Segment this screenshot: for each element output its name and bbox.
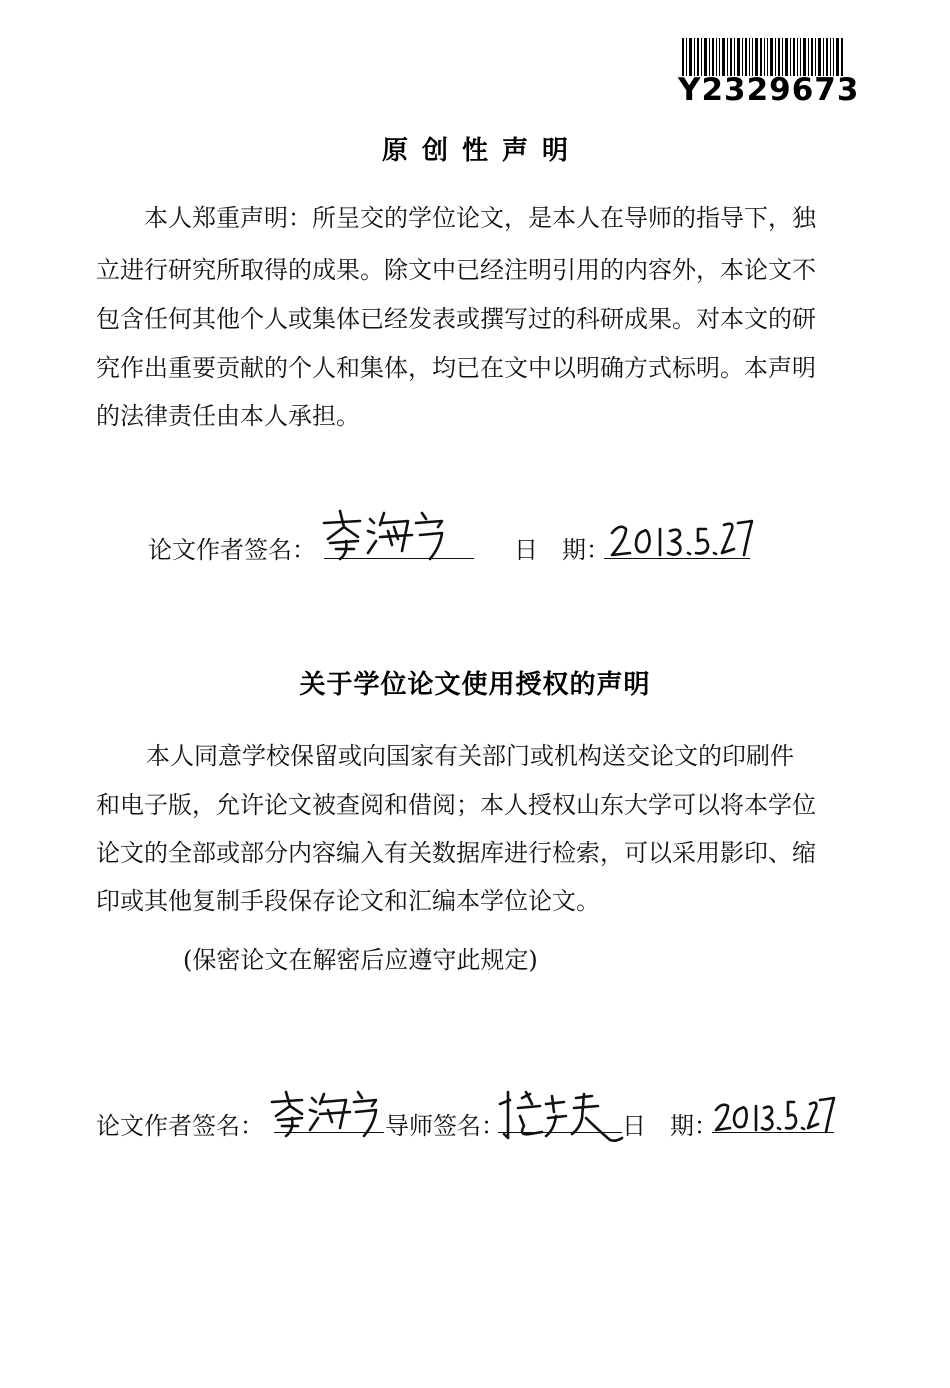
authorization-line-2: 和电子版，允许论文被查阅和借阅；本人授权山东大学可以将本学位 (96, 791, 816, 819)
declaration-line-3: 包含任何其他个人或集体已经发表或撰写过的科研成果。对本文的研 (96, 305, 816, 333)
declaration-line-1: 本人郑重声明：所呈交的学位论文，是本人在导师的指导下，独 (144, 204, 816, 232)
declaration-date-label: 日 期： (514, 536, 610, 564)
authorization-line-1: 本人同意学校保留或向国家有关部门或机构送交论文的印刷件 (146, 742, 794, 770)
authorization-line-3: 论文的全部或部分内容编入有关数据库进行检索，可以采用影印、缩 (96, 839, 816, 867)
authorization-author-signature-label: 论文作者签名： (96, 1112, 264, 1140)
supervisor-signature-line (498, 1132, 622, 1133)
declaration-line-2: 立进行研究所取得的成果。除文中已经注明引用的内容外，本论文不 (96, 256, 816, 284)
authorization-title: 关于学位论文使用授权的声明 (299, 670, 651, 700)
authorization-note: (保密论文在解密后应遵守此规定) (183, 946, 538, 974)
declaration-line-5: 的法律责任由本人承担。 (96, 402, 360, 430)
declaration-author-signature-line (324, 558, 474, 559)
declaration-author-signature (318, 505, 478, 565)
declaration-author-signature-label: 论文作者签名： (148, 536, 316, 564)
declaration-title: 原创性声明 (381, 136, 582, 166)
barcode-number: Y2329673 (678, 72, 860, 108)
supervisor-signature-label: 导师签名： (385, 1112, 505, 1140)
authorization-author-signature (268, 1086, 386, 1142)
supervisor-signature (496, 1088, 626, 1148)
authorization-line-4: 印或其他复制手段保存论文和汇编本学位论文。 (96, 887, 600, 915)
authorization-date (712, 1094, 838, 1140)
declaration-date-line (604, 558, 750, 559)
declaration-line-4: 究作出重要贡献的个人和集体，均已在文中以明确方式标明。本声明 (96, 354, 816, 382)
authorization-author-signature-line (274, 1132, 384, 1133)
authorization-date-label: 日 期： (622, 1112, 718, 1140)
authorization-date-line (712, 1132, 834, 1133)
barcode (682, 38, 844, 76)
